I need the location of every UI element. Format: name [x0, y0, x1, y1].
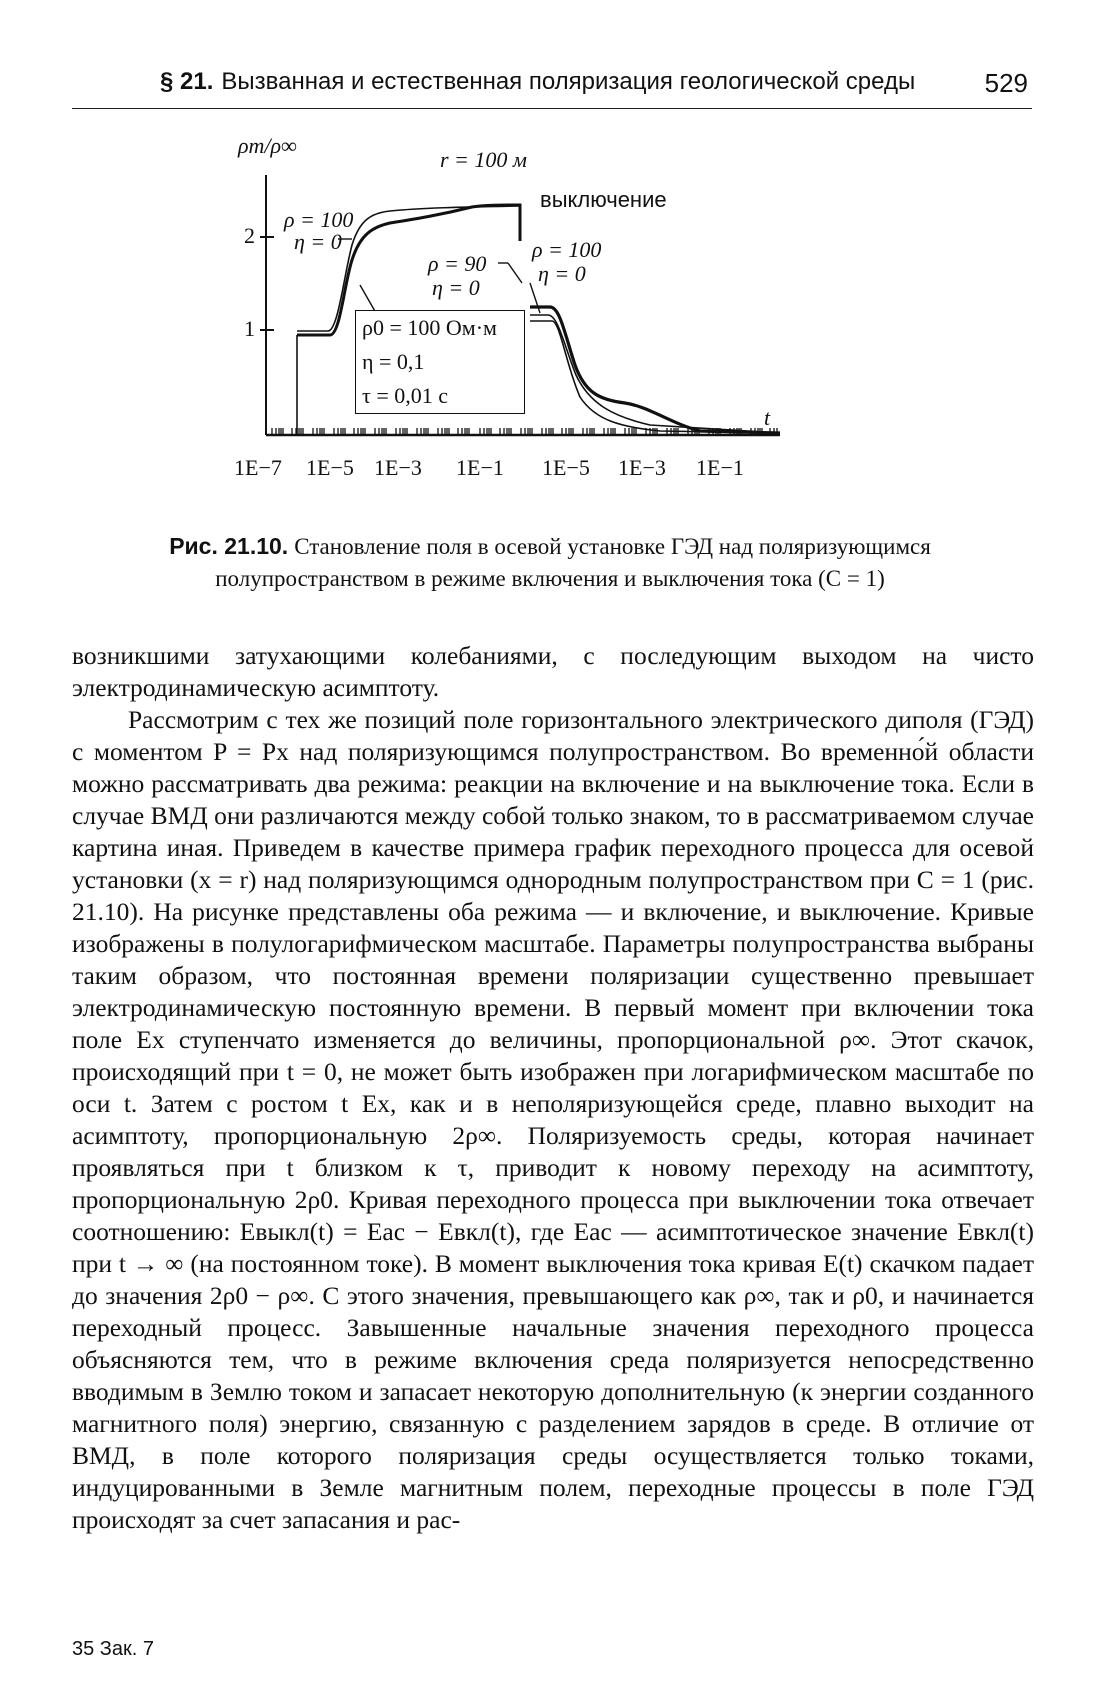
figure-21-10 [234, 133, 880, 515]
y-tick-label-1: 1 [244, 316, 255, 341]
annotation-mid-rho: ρ = 90 [428, 251, 487, 276]
section-number: § 21. [160, 68, 214, 95]
parameters-box [355, 310, 525, 414]
annotation-distance: r = 100 м [440, 147, 527, 172]
x-tick-label: 1E−7 [234, 455, 282, 480]
param-eta: η = 0,1 [362, 349, 425, 374]
turn-off-curve-polarizable [530, 307, 780, 433]
x-tick-label: 1E−3 [618, 455, 666, 480]
param-tau: τ = 0,01 с [362, 383, 449, 408]
param-rho0: ρ0 = 100 Ом·м [362, 315, 497, 340]
y-tick-label-2: 2 [244, 223, 255, 248]
annotation-left-eta: η = 0 [294, 229, 342, 254]
x-tick-label: 1E−5 [306, 455, 354, 480]
body-text [72, 640, 1034, 1536]
annotation-mid-eta: η = 0 [432, 275, 480, 300]
annotation-right-eta: η = 0 [538, 261, 586, 286]
y-axis-label: ρт/ρ∞ [238, 133, 297, 158]
header-title-line [160, 68, 915, 96]
caption-label: Рис. 21.10. [169, 533, 289, 559]
leader-mid-rho-down [508, 263, 522, 283]
turn-off-curve-rho90 [530, 315, 780, 433]
running-header [72, 64, 1032, 109]
paragraph: Рассмотрим с тех же позиций поле горизонтального электрического диполя (ГЭД) с моментом P = Px над поляризующимся полупространством. Во временно́й области можно рассматривать два режима: реакции на включение и на выключение тока. Если в случае ВМД они различаются между собой только знаком, то в рассматриваемом случае картина иная. Приведем в качестве примера график переходного процесса для осевой установки (x = r) над поляризующимся однородным полупространством при C = 1 (рис. 21.10). На рисунке представлены оба режима — и включение, и выключение. Кривые изображены в полулогарифмическом масштабе. Параметры полупространства выбраны таким образом, что постоянная времени поляризации существенно превышает электродинамическую постоянную времени. В первый момент при включении тока поле Ex ступенчато изменяется до величины, пропорциональной ρ∞. Этот скачок, происходящий при t = 0, не может быть изображен при логарифмическом масштабе по оси t. Затем с ростом t Ex, как и в неполяризующейся среде, плавно выходит на асимптоту, пропорциональную 2ρ∞. Поляризуемость среды, которая начинает проявляться при t близком к τ, приводит к новому переходу на асимптоту, пропорциональную 2ρ0. Кривая переходного процесса при выключении тока отвечает соотношению: Eвыкл(t) = Eас − Eвкл(t), где Eас — асимптотическое значение Eвкл(t) при t → ∞ (на постоянном токе). В момент выключения тока кривая E(t) скачком падает до значения 2ρ0 − ρ∞. С этого значения, превышающего как ρ∞, так и ρ0, и начинается переходный процесс. Завышенные начальные значения переходного процесса объясняются тем, что в режиме включения среда поляризуется непосредственно вводимым в Землю током и запасает некоторую дополнительную (к энергии созданного магнитного поля) энергию, связанную с разделением зарядов в среде. В отличие от ВМД, в поле которого поляризация среды осуществляется только токами, индуцированными в Земле магнитным полем, переходные процессы в поле ГЭД происходят за счет запасания и рас- [72, 705, 1034, 1534]
page-number: 529 [984, 68, 1028, 98]
x-tick-label: 1E−1 [456, 455, 504, 480]
x-axis-label: t [764, 405, 771, 430]
x-tick-label: 1E−3 [374, 455, 422, 480]
caption-text: Становление поля в осевой установке ГЭД над поляризующимся полупространством в режиме включения и выключения тока (C = 1) [215, 534, 931, 591]
annotation-mode: выключение [540, 187, 667, 212]
paragraph: возникшими затухающими колебаниями, с последующим выходом на чисто электродинамическую асимптоту. [72, 641, 1034, 702]
transient-curves-plot [240, 135, 880, 475]
x-tick-label: 1E−1 [696, 455, 744, 480]
x-tick-label: 1E−5 [542, 455, 590, 480]
footer-signature: 35 Зак. 7 [72, 1638, 154, 1660]
annotation-left-rho: ρ = 100 [284, 207, 354, 232]
annotation-right-rho: ρ = 100 [532, 237, 602, 262]
figure-caption [110, 530, 990, 595]
section-title: Вызванная и естественная поляризация геологической среды [221, 68, 916, 95]
